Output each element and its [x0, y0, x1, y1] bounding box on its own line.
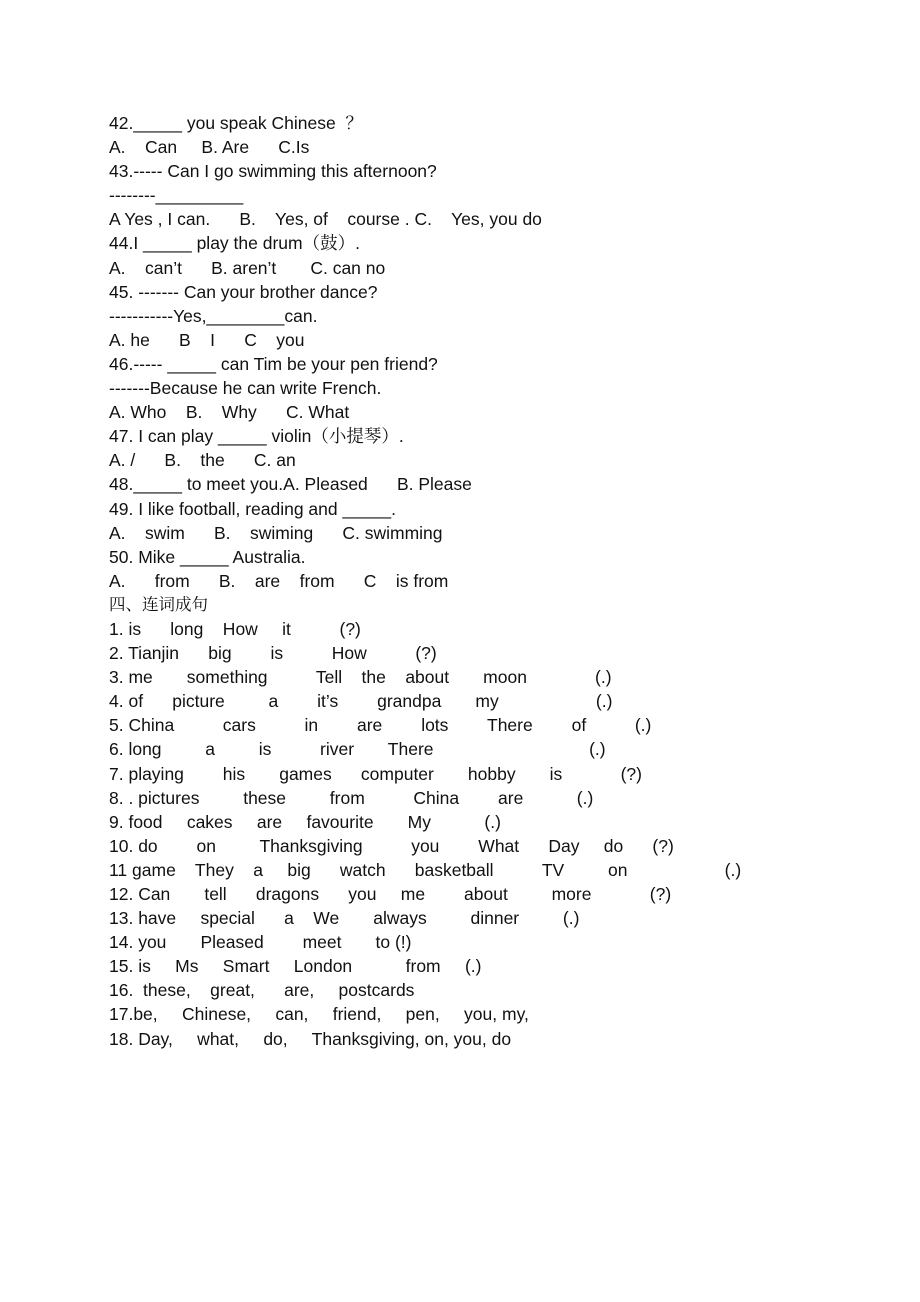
question-46-answer: -------Because he can write French. — [109, 378, 382, 399]
sentence-item-8: 8. . pictures these from China are (.) — [109, 787, 594, 808]
question-44: 44.I _____ play the drum（鼓）. — [109, 233, 360, 254]
question-45: 45. ------- Can your brother dance? — [109, 281, 378, 302]
question-49: 49. I like football, reading and _____. — [109, 498, 397, 519]
sentence-item-14: 14. you Pleased meet to (!) — [109, 932, 412, 953]
sentence-item-10: 10. do on Thanksgiving you What Day do (?) — [109, 835, 674, 856]
sentence-item-18: 18. Day, what, do, Thanksgiving, on, you, do — [109, 1028, 512, 1049]
question-43: 43.----- Can I go swimming this afternoon? — [109, 161, 437, 182]
sentence-item-1: 1. is long How it (?) — [109, 618, 361, 639]
sentence-item-3: 3. me something Tell the about moon (.) — [109, 667, 612, 688]
sentence-item-15: 15. is Ms Smart London from (.) — [109, 956, 482, 977]
sentence-item-17: 17.be, Chinese, can, friend, pen, you, my, — [109, 1004, 529, 1025]
sentence-item-5: 5. China cars in are lots There of (.) — [109, 715, 652, 736]
question-42: 42._____ you speak Chinese ？ — [109, 113, 363, 133]
sentence-item-13: 13. have special a We always dinner (.) — [109, 908, 580, 929]
question-49-options: A. swim B. swiming C. swimming — [109, 522, 443, 543]
question-46-options: A. Who B. Why C. What — [109, 402, 350, 423]
question-47: 47. I can play _____ violin（小提琴）. — [109, 426, 404, 447]
question-48: 48._____ to meet you.A. Pleased B. Please — [109, 474, 472, 495]
sentence-item-4: 4. of picture a it’s grandpa my (.) — [109, 691, 613, 712]
question-43-blank: --------_________ — [109, 185, 244, 206]
sentence-item-16: 16. these, great, are, postcards — [109, 980, 415, 1001]
sentence-item-7: 7. playing his games computer hobby is (?) — [109, 763, 642, 784]
sentence-item-2: 2. Tianjin big is How (?) — [109, 643, 437, 664]
question-45-options: A. he B I C you — [109, 329, 305, 350]
sentence-item-6: 6. long a is river There (.) — [109, 739, 606, 760]
section-heading: 四、连词成句 — [109, 594, 208, 614]
sentence-item-11: 11 game They a big watch basketball TV on (.) — [109, 859, 742, 880]
worksheet-body — [109, 111, 809, 1051]
question-50: 50. Mike _____ Australia. — [109, 546, 306, 567]
question-46: 46.----- _____ can Tim be your pen friend? — [109, 353, 438, 374]
sentence-item-9: 9. food cakes are favourite My (.) — [109, 811, 501, 832]
question-43-options: A Yes , I can. B. Yes, of course . C. Yes, you do — [109, 209, 542, 230]
question-42-options: A. Can B. Are C.Is — [109, 137, 310, 158]
question-47-options: A. / B. the C. an — [109, 450, 296, 471]
sentence-item-12: 12. Can tell dragons you me about more (?) — [109, 884, 672, 904]
question-44-options: A. can’t B. aren’t C. can no — [109, 257, 386, 278]
question-45-blank: -----------Yes,________can. — [109, 305, 318, 326]
question-50-options: A. from B. are from C is from — [109, 570, 449, 591]
